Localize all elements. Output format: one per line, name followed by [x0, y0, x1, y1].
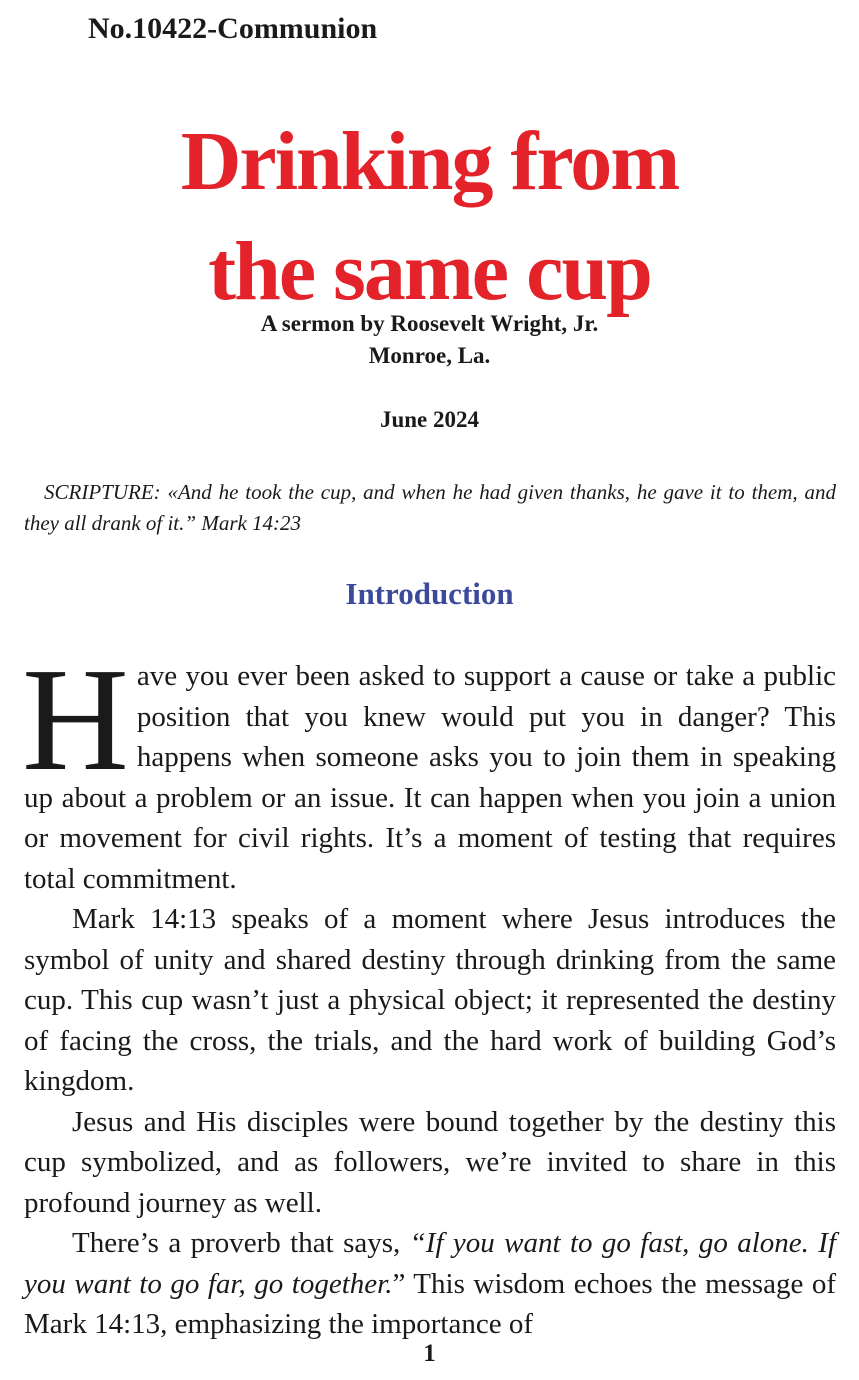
document-number: No.10422-Communion — [88, 12, 378, 45]
section-heading: Introduction — [345, 576, 514, 611]
paragraph-4 — [24, 1223, 836, 1345]
location: Monroe, La. — [368, 343, 491, 368]
paragraph-2: Mark 14:13 speaks of a moment where Jesus introduces the symbol of unity and shared destiny through drinking from the same cup. This cup wasn’t just a physical object; it represented the destiny of facing the cross, the trials, and the hard work of building God’s kingdom. — [24, 903, 836, 1097]
title-line-1: Drinking from — [180, 115, 679, 208]
paragraph-1-text: ave you ever been asked to support a cause or take a public position that you knew would put you in danger? This happens when someone asks you to join them in speaking up about a problem or an issue. It can happen when you join a union or movement for civil rights. It’s a moment of testing that requires total commitment. — [24, 660, 836, 895]
paragraph-1 — [22, 638, 836, 899]
paragraph-3: Jesus and His disciples were bound together by the destiny this cup symbolized, and as followers, we’re invited to share in this profound journey as well. — [24, 1105, 836, 1219]
paragraph-4-rest: ” This wisdom echoes the message of Mark 14:13, emphasizing the importance of — [24, 1267, 836, 1340]
proverb-quote: “If you want to go fast, go alone. If you want to go far, go together. — [24, 1227, 836, 1300]
page-number: 1 — [423, 1340, 436, 1367]
scripture-quote: SCRIPTURE: «And he took the cup, and when he had given thanks, he gave it to them, and they all drank of it.” Mark 14:23 — [24, 480, 836, 535]
date: June 2024 — [379, 407, 480, 432]
title-line-2: the same cup — [208, 225, 651, 318]
drop-cap: H — [22, 638, 129, 802]
paragraph-4-intro: There’s a proverb that says, — [72, 1227, 410, 1259]
body-text — [22, 638, 836, 1345]
author-byline: A sermon by Roosevelt Wright, Jr. — [260, 311, 599, 336]
